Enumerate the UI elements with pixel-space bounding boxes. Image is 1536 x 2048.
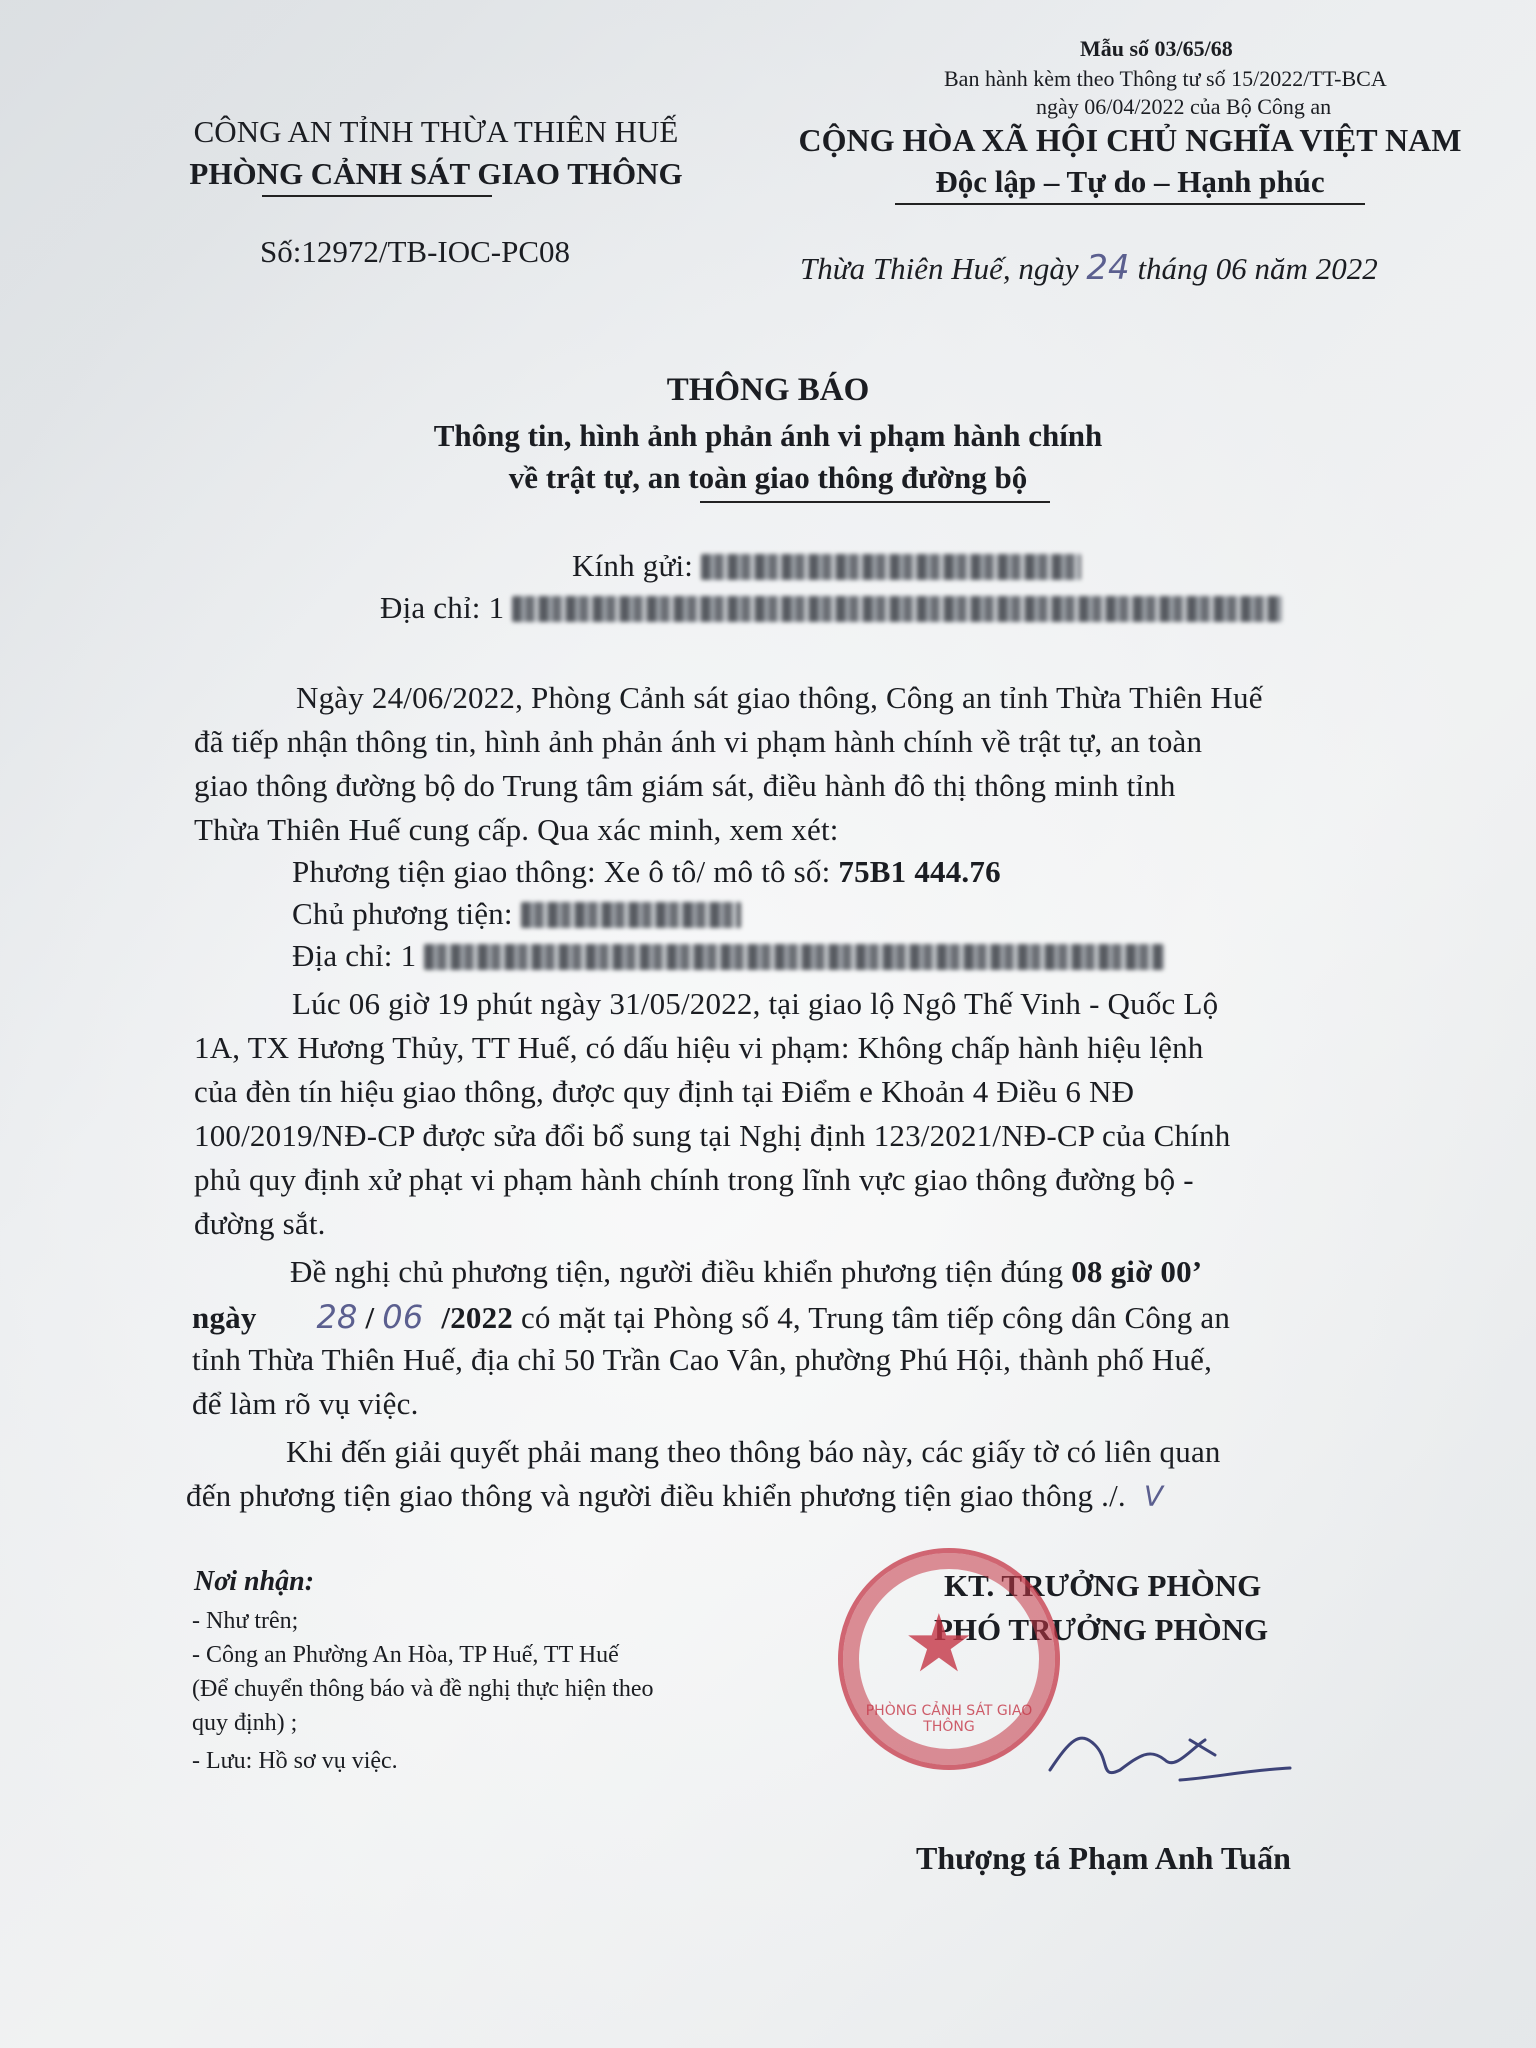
para3-location: có mặt tại Phòng số 4, Trung tâm tiếp công dân Công an — [520, 1300, 1231, 1335]
handwritten-day: 24 — [1086, 248, 1130, 288]
para1-line1: Ngày 24/06/2022, Phòng Cảnh sát giao thông, Công an tỉnh Thừa Thiên Huế — [296, 680, 1263, 715]
recipients-heading: Nơi nhận: — [194, 1566, 315, 1597]
agency-parent: CÔNG AN TỈNH THỪA THIÊN HUẾ — [193, 114, 679, 149]
initial-mark: ᐯ — [1143, 1480, 1164, 1513]
seal-text: PHÒNG CẢNH SÁT GIAO THÔNG — [865, 1703, 1033, 1735]
recipient-line — [572, 548, 1081, 584]
para3-day-label: ngày — [192, 1300, 257, 1335]
notice-subtitle-line1: Thông tin, hình ảnh phản ánh vi phạm hành chính — [433, 418, 1103, 453]
recipients-item-2: - Công an Phường An Hòa, TP Huế, TT Huế — [192, 1642, 619, 1668]
owner-address-label: Địa chỉ: — [292, 938, 393, 973]
recipients-item-1: - Như trên; — [192, 1608, 299, 1634]
form-number: Mẫu số 03/65/68 — [1080, 36, 1233, 61]
recipient-label: Kính gửi: — [572, 548, 694, 583]
document-number: Số:12972/TB-IOC-PC08 — [260, 234, 571, 269]
signature-role1: KT. TRƯỞNG PHÒNG — [944, 1568, 1262, 1603]
official-seal — [838, 1548, 1060, 1770]
redacted-recipient-address — [512, 596, 1282, 622]
nation-motto: Độc lập – Tự do – Hạnh phúc — [935, 164, 1325, 199]
para1-line3: giao thông đường bộ do Trung tâm giám sát, điều hành đô thị thông minh tỉnh — [194, 768, 1176, 803]
para1-line2: đã tiếp nhận thông tin, hình ảnh phản ánh vi phạm hành chính về trật tự, an toàn — [194, 724, 1203, 759]
para2-line6: đường sắt. — [194, 1206, 326, 1241]
para3-time: 08 giờ 00’ — [1071, 1254, 1203, 1289]
owner-address-line — [292, 938, 1164, 974]
signature-role2: PHÓ TRƯỞNG PHÒNG — [934, 1612, 1269, 1647]
para2-line1: Lúc 06 giờ 19 phút ngày 31/05/2022, tại giao lộ Ngô Thế Vinh - Quốc Lộ — [292, 986, 1219, 1021]
para4-text: đến phương tiện giao thông và người điều khiển phương tiện giao thông ./. — [186, 1478, 1126, 1513]
agency-name: PHÒNG CẢNH SÁT GIAO THÔNG — [189, 156, 683, 191]
place-date-suffix: tháng 06 năm 2022 — [1137, 251, 1378, 286]
signer-name: Thượng tá Phạm Anh Tuấn — [916, 1840, 1291, 1876]
form-issued-with: Ban hành kèm theo Thông tư số 15/2022/TT-BCA — [944, 66, 1387, 91]
recipient-address-line — [380, 590, 1282, 626]
vehicle-label: Phương tiện giao thông: Xe ô tô/ mô tô số: — [292, 854, 831, 889]
para1-line4: Thừa Thiên Huế cung cấp. Qua xác minh, xem xét: — [194, 812, 839, 847]
para3-line3: tỉnh Thừa Thiên Huế, địa chỉ 50 Trần Cao Vân, phường Phú Hội, thành phố Huế, — [192, 1342, 1213, 1377]
star-icon: ★ — [903, 1601, 975, 1689]
notice-subtitle-line2: về trật tự, an toàn giao thông đường bộ — [508, 460, 1028, 495]
vehicle-line — [292, 854, 1001, 890]
handwritten-appointment-month: 06 — [382, 1298, 424, 1336]
para2-line5: phủ quy định xử phạt vi phạm hành chính trong lĩnh vực giao thông đường bộ - — [194, 1162, 1194, 1197]
para2-line3: của đèn tín hiệu giao thông, được quy định tại Điểm e Khoản 4 Điều 6 NĐ — [194, 1074, 1135, 1109]
redacted-recipient — [701, 554, 1081, 580]
para2-line4: 100/2019/NĐ-CP được sửa đổi bổ sung tại Nghị định 123/2021/NĐ-CP của Chính — [194, 1118, 1231, 1153]
owner-address-visible: 1 — [400, 938, 417, 973]
recipients-item-3: (Để chuyển thông báo và đề nghị thực hiện theo — [192, 1676, 654, 1702]
para2-line2: 1A, TX Hương Thủy, TT Huế, có dấu hiệu vi phạm: Không chấp hành hiệu lệnh — [194, 1030, 1204, 1065]
handwritten-appointment-day: 28 — [316, 1298, 358, 1336]
para4-line2 — [186, 1478, 1163, 1514]
recipients-item-5: - Lưu: Hồ sơ vụ việc. — [192, 1748, 398, 1774]
para4-line1: Khi đến giải quyết phải mang theo thông báo này, các giấy tờ có liên quan — [286, 1434, 1221, 1469]
title-underline — [700, 501, 1050, 503]
place-date-prefix: Thừa Thiên Huế, ngày — [800, 251, 1079, 286]
para3-request: Đề nghị chủ phương tiện, người điều khiển phương tiện đúng — [290, 1254, 1064, 1289]
nation-name: CỘNG HÒA XÃ HỘI CHỦ NGHĨA VIỆT NAM — [798, 122, 1462, 158]
owner-line — [292, 896, 741, 932]
redacted-owner-name — [521, 902, 741, 928]
agency-underline — [262, 195, 492, 197]
form-issued-date: ngày 06/04/2022 của Bộ Công an — [1036, 94, 1332, 119]
recipients-item-4: quy định) ; — [192, 1710, 298, 1736]
vehicle-plate: 75B1 444.76 — [838, 854, 1001, 889]
para3-line1 — [290, 1254, 1202, 1290]
recipient-address-label: Địa chỉ: — [380, 590, 481, 625]
para3-line2: ngày 28 / 06 /2022 có mặt tại Phòng số 4, Trung tâm tiếp công dân Công an — [192, 1298, 1231, 1336]
notice-title: THÔNG BÁO — [666, 372, 870, 408]
handwritten-signature — [1040, 1700, 1300, 1810]
para3-line4: để làm rõ vụ việc. — [192, 1386, 419, 1421]
owner-label: Chủ phương tiện: — [292, 896, 513, 931]
redacted-owner-address — [424, 944, 1164, 970]
recipient-address-visible: 1 — [488, 590, 505, 625]
place-date — [800, 248, 1378, 288]
para3-year: /2022 — [441, 1300, 513, 1335]
motto-underline — [895, 203, 1365, 205]
